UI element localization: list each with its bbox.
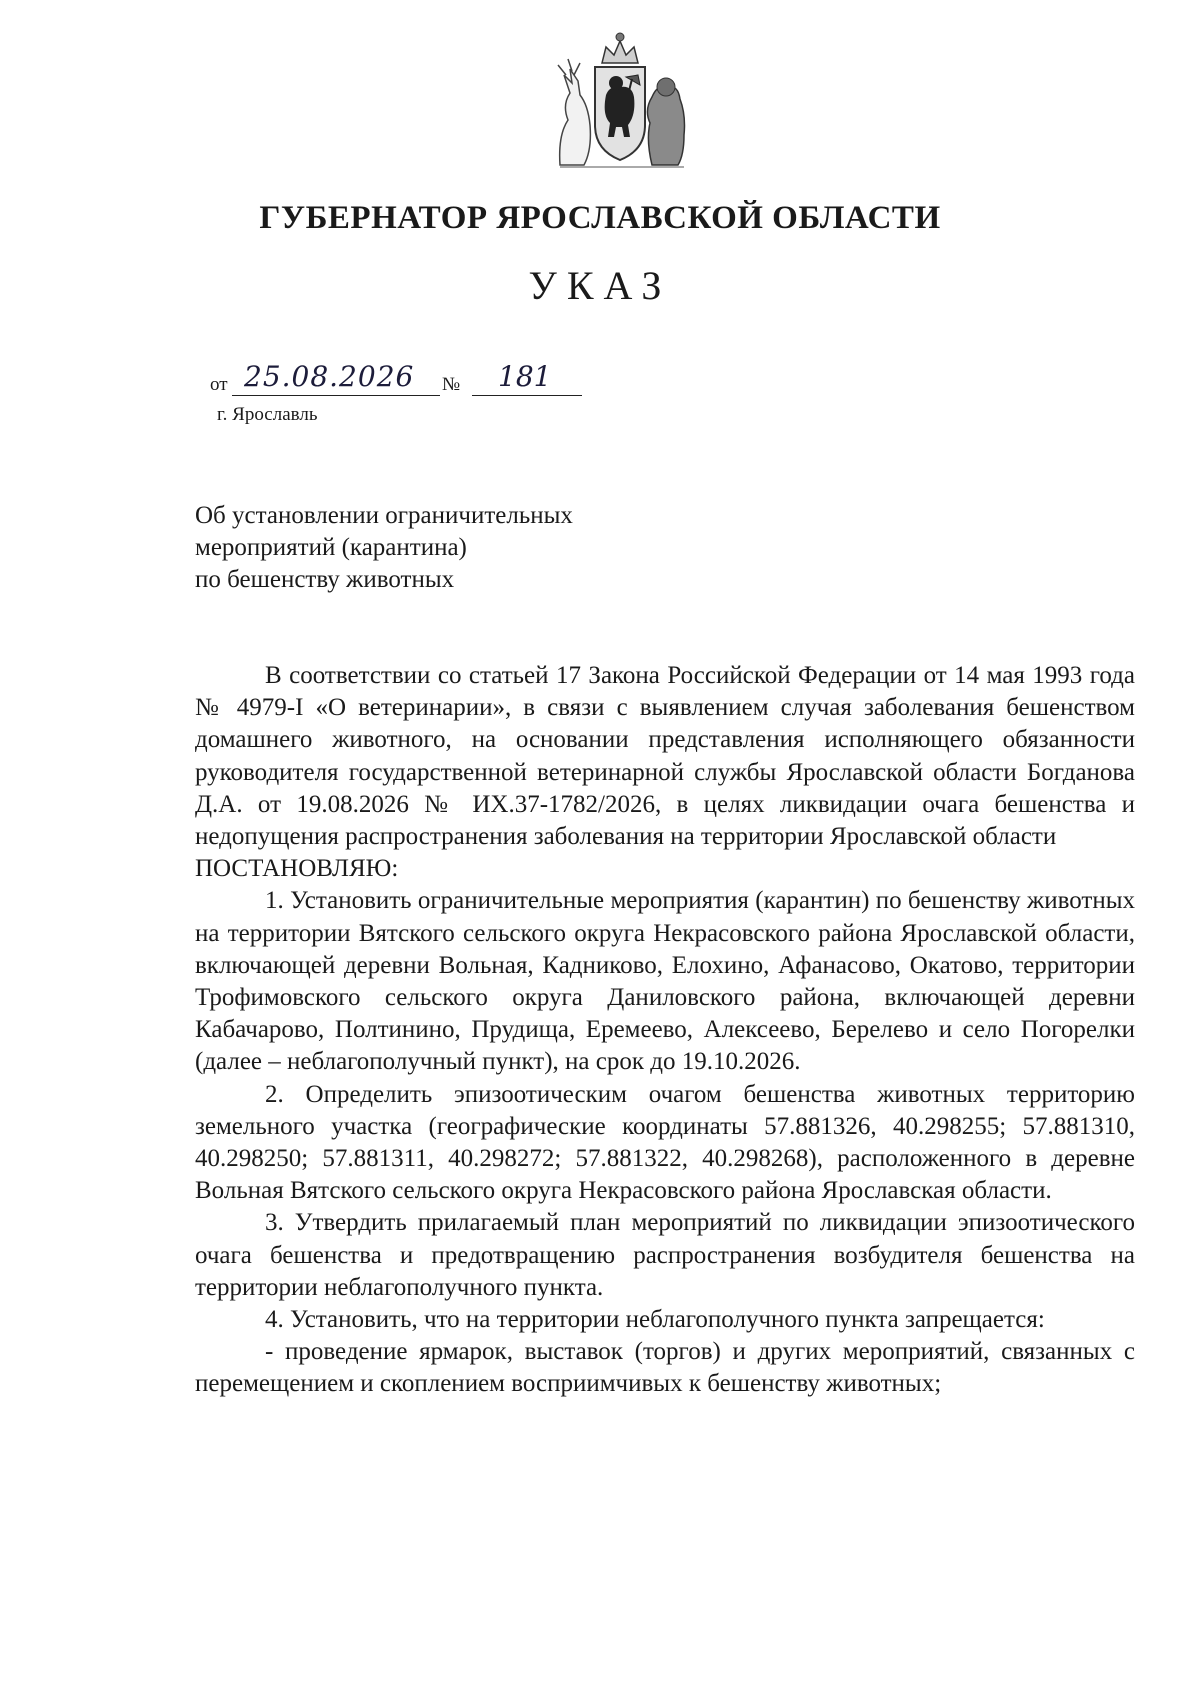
- document-body: [195, 660, 1135, 1401]
- handwritten-date: 25.08.2026: [232, 362, 440, 396]
- document-subject: [195, 500, 573, 596]
- subject-line: Об установлении ограничительных: [195, 502, 573, 529]
- decree-subitem: - проведение ярмарок, выставок (торгов) и других мероприятий, связанных с перемещением и скоплением восприимчивых к бешенству животных;: [195, 1338, 1135, 1398]
- yaroslavl-coat-of-arms-icon: [540, 25, 700, 175]
- number-prefix: №: [442, 374, 461, 395]
- document-type-title: УКАЗ: [528, 263, 672, 308]
- issuing-authority-title: ГУБЕРНАТОР ЯРОСЛАВСКОЙ ОБЛАСТИ: [259, 200, 941, 236]
- place-of-issue: г. Ярославль: [217, 404, 318, 425]
- date-prefix: от: [210, 374, 228, 395]
- subject-line: мероприятий (карантина): [195, 534, 467, 561]
- decree-item: 2. Определить эпизоотическим очагом бешенства животных территорию земельного участка (географические координаты 57.881326, 40.298255; 57.881310, 40.298250; 57.881311, 40.298272; 57.881322, 40.298268), расположенного в деревне Вольная Вятского сельского округа Некрасовского района Ярославская области.: [195, 1080, 1135, 1205]
- handwritten-number: 181: [472, 362, 582, 396]
- decree-item: 1. Установить ограничительные мероприятия (карантин) по бешенству животных на территории Вятского сельского округа Некрасовского района Ярославской области, включающей деревни Вольная, Кадниково, Елохино, Афанасово, Окатово, территории Трофимовского сельского округа Даниловского района, включающей деревни Кабачарово, Полтинино, Прудища, Еремеево, Алексеево, Берелево и село Погорелки (далее – неблагополучный пункт), на срок до 19.10.2026.: [195, 887, 1135, 1076]
- decree-word: ПОСТАНОВЛЯЮ:: [195, 855, 399, 883]
- decree-item: 3. Утвердить прилагаемый план мероприятий по ликвидации эпизоотического очага бешенства и предотвращению распространения возбудителя бешенства на территории неблагополучного пункта.: [195, 1209, 1135, 1301]
- subject-line: по бешенству животных: [195, 566, 455, 593]
- decree-item: 4. Установить, что на территории неблагополучного пункта запрещается:: [265, 1306, 1045, 1334]
- preamble-paragraph: В соответствии со статьей 17 Закона Российской Федерации от 14 мая 1993 года № 4979-I «О ветеринарии», в связи с выявлением случая заболевания бешенством домашнего животного, на основании представления исполняющего обязанности руководителя государственной ветеринарной службы Ярославской области Богданова Д.А. от 19.08.2026 № ИХ.37-1782/2026, в целях ликвидации очага бешенства и недопущения распространения заболевания на территории Ярославской области: [195, 662, 1135, 851]
